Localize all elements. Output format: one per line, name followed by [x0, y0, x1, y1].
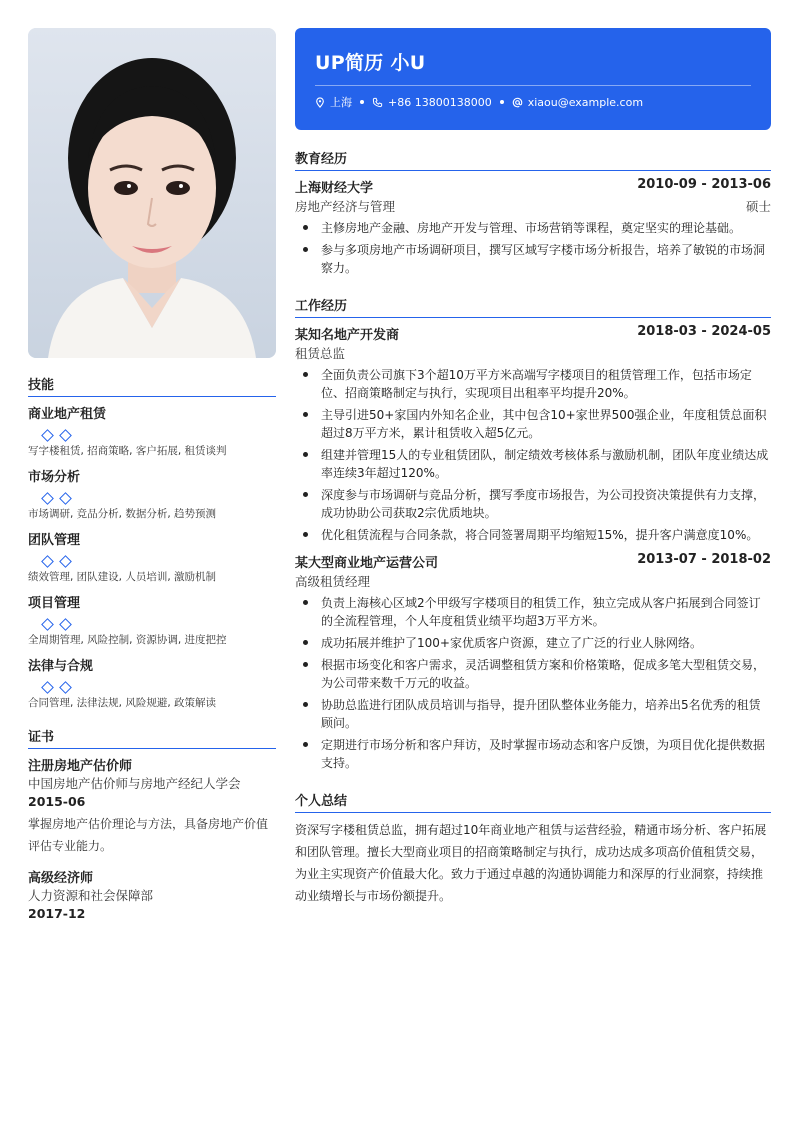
certificate-name: 高级经济师: [28, 871, 94, 886]
diamond-icon: [41, 492, 54, 505]
job-header: [295, 552, 771, 571]
separator-dot: [500, 100, 504, 104]
skill-name: 商业地产租赁: [28, 407, 107, 422]
job-bullet: 定期进行市场分析和客户拜访，及时掌握市场动态和客户反馈，为项目优化提供数据支持。: [295, 736, 771, 772]
resume-header: [295, 28, 771, 130]
company-name: 某知名地产开发商: [295, 328, 400, 343]
diamond-icon: [59, 555, 72, 568]
skill-name: 项目管理: [28, 596, 81, 611]
skill-keywords: 绩效管理, 团队建设, 人员培训, 激励机制: [28, 571, 217, 583]
job-bullets: [295, 366, 771, 544]
education-bullet: 参与多项房地产市场调研项目，撰写区域写字楼市场分析报告，培养了敏锐的市场洞察力。: [295, 241, 771, 277]
skill-item: [28, 403, 276, 458]
education-bullets: [295, 219, 771, 277]
education-dates: 2010-09 - 2013-06: [637, 177, 771, 192]
job-bullet: 主导引进50+家国内外知名企业，其中包含10+家世界500强企业，年度租赁总面积超过8万平方米，累计租赁收入超5亿元。: [295, 406, 771, 442]
skill-level: [28, 677, 276, 691]
skill-keywords: 写字楼租赁, 招商策略, 客户拓展, 租赁谈判: [28, 445, 227, 457]
job-bullet: 优化租赁流程与合同条款，将合同签署周期平均缩短15%，提升客户满意度10%。: [295, 526, 771, 544]
contact-email[interactable]: [512, 96, 643, 109]
diamond-icon: [41, 555, 54, 568]
diamond-icon: [41, 429, 54, 442]
separator-dot: [360, 100, 364, 104]
diamond-icon: [41, 618, 54, 631]
job-bullet: 全面负责公司旗下3个超10万平方米高端写字楼项目的租赁管理工作，包括市场定位、招商策略制定与执行，实现项目出租率平均提升20%。: [295, 366, 771, 402]
job-role-row: [295, 572, 771, 590]
skill-keywords: 合同管理, 法律法规, 风险规避, 政策解读: [28, 697, 217, 709]
work-section-title: 工作经历: [295, 295, 771, 318]
skill-name: 团队管理: [28, 533, 81, 548]
contact-info: [315, 94, 751, 110]
certificate-item: [28, 755, 276, 857]
location-text: 上海: [330, 96, 352, 109]
certificates-list: [28, 755, 276, 921]
education-section-title: 教育经历: [295, 148, 771, 171]
email-text: xiaou@example.com: [527, 95, 644, 109]
certificate-item: [28, 867, 276, 921]
skills-section-title: 技能: [28, 374, 276, 397]
certificate-description: 掌握房地产估价理论与方法，具备房地产价值评估专业能力。: [28, 817, 269, 853]
major: 房地产经济与管理: [295, 199, 396, 214]
summary-section-title: 个人总结: [295, 790, 771, 813]
job-bullet: 成功拓展并维护了100+家优质客户资源，建立了广泛的行业人脉网络。: [295, 634, 771, 652]
header-divider: [315, 85, 751, 86]
job-role-row: [295, 344, 771, 362]
contact-phone[interactable]: [372, 96, 492, 109]
education-entry: [295, 177, 771, 277]
diamond-icon: [59, 492, 72, 505]
candidate-name: UP简历 小U: [315, 52, 426, 74]
job-entry: [295, 324, 771, 544]
profile-photo: [28, 28, 276, 358]
certificate-issuer: 中国房地产估价师与房地产经纪人学会: [28, 776, 241, 791]
location-pin-icon: [315, 97, 325, 108]
contact-location: [315, 94, 352, 110]
skill-level: [28, 614, 276, 628]
left-column: [28, 28, 276, 931]
skill-level: [28, 488, 276, 502]
job-bullet: 组建并管理15人的专业租赁团队，制定绩效考核体系与激励机制，团队年度业绩达成率连续3年超过120%。: [295, 446, 771, 482]
skills-list: [28, 403, 276, 710]
skill-keywords: 全周期管理, 风险控制, 资源协调, 进度把控: [28, 634, 227, 646]
work-entries: [295, 324, 771, 772]
job-bullet: 负责上海核心区域2个甲级写字楼项目的租赁工作，独立完成从客户拓展到合同签订的全流程管理，个人年度租赁业绩平均超3万平方米。: [295, 594, 771, 630]
company-name: 某大型商业地产运营公司: [295, 556, 439, 571]
skill-item: [28, 466, 276, 521]
job-title: 租赁总监: [295, 346, 346, 361]
at-sign-icon: [512, 97, 523, 108]
degree: 硕士: [745, 199, 771, 214]
school-name: 上海财经大学: [295, 181, 374, 196]
certificate-date: 2017-12: [28, 906, 86, 921]
diamond-icon: [41, 681, 54, 694]
skill-level: [28, 425, 276, 439]
skill-keywords: 市场调研, 竞品分析, 数据分析, 趋势预测: [28, 508, 217, 520]
job-bullets: [295, 594, 771, 772]
certificate-date: 2015-06: [28, 794, 86, 809]
phone-icon: [372, 97, 383, 108]
job-header: [295, 324, 771, 343]
summary-text: 资深写字楼租赁总监，拥有超过10年商业地产租赁与运营经验，精通市场分析、客户拓展和团队管理。擅长大型商业项目的招商策略制定与执行，成功达成多项高价值租赁交易，为业主实现资产价值最大化。致力于通过卓越的沟通协调能力和深厚的行业洞察，持续推动业绩增长与市场份额提升。: [295, 823, 767, 903]
diamond-icon: [59, 429, 72, 442]
certificates-section-title: 证书: [28, 726, 276, 749]
job-dates: 2013-07 - 2018-02: [637, 552, 771, 567]
job-title: 高级租赁经理: [295, 574, 371, 589]
certificate-name: 注册房地产估价师: [28, 759, 133, 774]
job-dates: 2018-03 - 2024-05: [637, 324, 771, 339]
skill-level: [28, 551, 276, 565]
phone-text: +86 13800138000: [388, 95, 492, 109]
skill-item: [28, 655, 276, 710]
skill-name: 法律与合规: [28, 659, 94, 674]
job-bullet: 协助总监进行团队成员培训与指导，提升团队整体业务能力，培养出5名优秀的租赁顾问。: [295, 696, 771, 732]
skill-item: [28, 592, 276, 647]
certificate-issuer: 人力资源和社会保障部: [28, 888, 154, 903]
skill-item: [28, 529, 276, 584]
skill-name: 市场分析: [28, 470, 81, 485]
job-bullet: 根据市场变化和客户需求，灵活调整租赁方案和价格策略，促成多笔大型租赁交易，为公司带来数千万元的收益。: [295, 656, 771, 692]
diamond-icon: [59, 681, 72, 694]
job-bullet: 深度参与市场调研与竞品分析，撰写季度市场报告，为公司投资决策提供有力支撑，成功协助公司获取2宗优质地块。: [295, 486, 771, 522]
job-entry: [295, 552, 771, 772]
education-bullet: 主修房地产金融、房地产开发与管理、市场营销等课程，奠定坚实的理论基础。: [295, 219, 771, 237]
right-column: [295, 28, 771, 907]
diamond-icon: [59, 618, 72, 631]
